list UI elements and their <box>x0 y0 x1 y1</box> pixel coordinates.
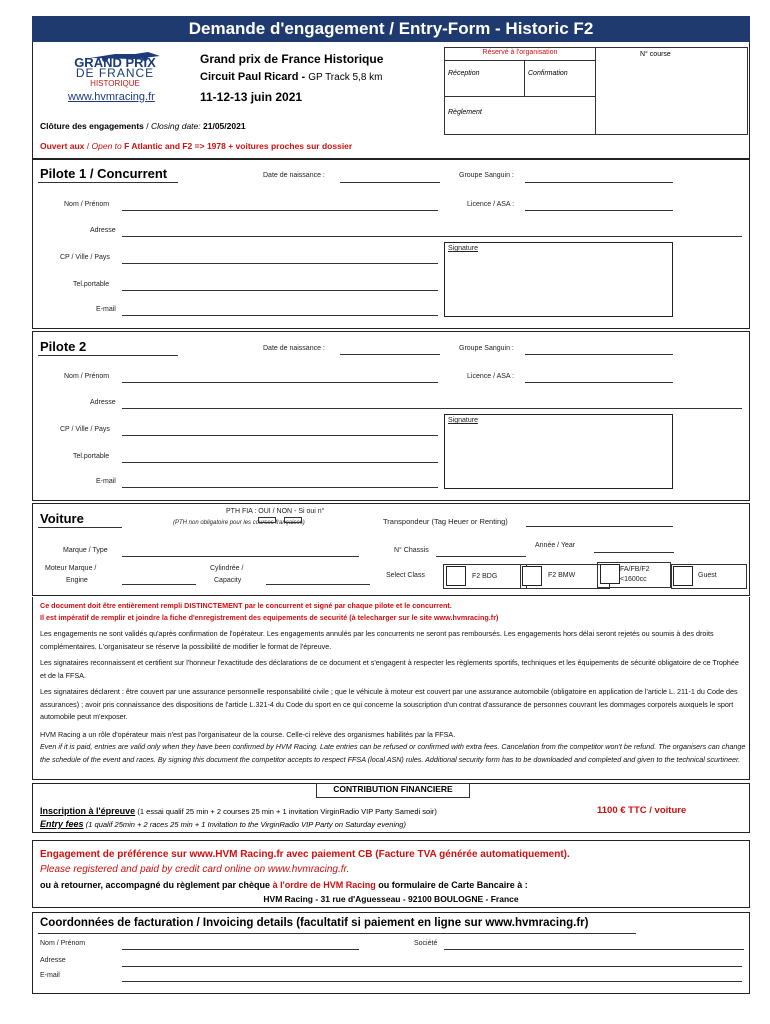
marque-field[interactable] <box>122 556 359 557</box>
pth-note: (PTH non obligatoire pour les courses françaises) <box>173 520 305 526</box>
class-f2bdg-checkbox[interactable] <box>446 566 466 586</box>
pilote1-signature-box[interactable] <box>444 242 673 317</box>
pilote2-name-field[interactable] <box>122 382 438 383</box>
fees-price: 1100 € TTC / voiture <box>597 805 687 816</box>
class-f2bmw-checkbox[interactable] <box>522 566 542 586</box>
legal-paragraph-3: Les signataires déclarent : être couvert par une assurance personnelle responsabilité civile ; que le véhicule à moteur est couvert par une assurance automobile (obligatoire en application de l'article L. 211-1 du Code des assurances) ; avoir pris connaissance des dispositions de l'article L.321-4 du Code du sport en ce qui concerne la souscription d'un contrat d'assurance de personnes couvrant les dommages corporels auxquels le sport automobile peut m'exposer. <box>40 687 738 721</box>
billing-name-field[interactable] <box>122 949 359 950</box>
pilote2-address-label: Adresse <box>90 399 116 406</box>
cylindree-field[interactable] <box>266 584 370 585</box>
pilote2-licence-field[interactable] <box>525 382 673 383</box>
billing-title-underline <box>38 933 636 934</box>
pth-oui-checkbox[interactable] <box>258 517 276 523</box>
class-guest-checkbox[interactable] <box>673 566 693 586</box>
pilote1-email-label: E-mail <box>96 306 116 313</box>
pilote1-address-field[interactable] <box>122 236 742 237</box>
pilote1-birth-label: Date de naissance : <box>263 172 325 179</box>
payment-line-3: ou à retourner, accompagné du règlement par chèque à l'ordre de HVM Racing ou formulaire de Carte Bancaire à : <box>40 880 528 890</box>
pilote2-title: Pilote 2 <box>40 339 87 354</box>
payment-line-1: Engagement de préférence sur www.HVM Racing.fr avec paiement CB (Facture TVA générée automatiquement). <box>40 849 570 860</box>
pilote1-licence-field[interactable] <box>525 210 673 211</box>
class-fa-label: FA/FB/F2 <1600cc <box>620 566 650 583</box>
pilote2-email-field[interactable] <box>122 487 438 488</box>
logo: GRAND PRIX DE FRANCE HISTORIQUE <box>60 46 170 90</box>
pilote1-city-field[interactable] <box>122 263 438 264</box>
org-divider-v <box>595 47 596 135</box>
pilote2-address-field[interactable] <box>122 408 742 409</box>
legal-red-line-2: Il est impératif de remplir et joindre la fiche d'enregistrement des equipements de securité (à telecharger sur le site www.hvmracing.fr) <box>40 613 499 622</box>
class-f2bdg-label: F2 BDG <box>472 573 498 580</box>
pilote1-title: Pilote 1 / Concurrent <box>40 166 168 181</box>
org-divider-h <box>444 60 595 61</box>
year-label: Année / Year <box>535 542 576 549</box>
org-header: Réservé à l'organisation <box>482 49 558 56</box>
moteur-label-2: Engine <box>66 577 88 584</box>
closing-line: Clôture des engagements / Closing date: 21/05/2021 <box>40 121 246 131</box>
voiture-title: Voiture <box>40 511 84 526</box>
fees-inscription: Inscription à l'épreuve (1 essai qualif 25 min + 2 courses 25 min + 1 invitation VirginRadio VIP Party Samedi soir) <box>40 806 437 816</box>
org-divider-v2 <box>524 60 525 96</box>
website-link[interactable]: www.hvmracing.fr <box>68 91 155 103</box>
year-field[interactable] <box>594 552 674 553</box>
event-dates: 11-12-13 juin 2021 <box>200 90 303 104</box>
pilote2-email-label: E-mail <box>96 478 116 485</box>
billing-name-label: Nom / Prénom <box>40 940 86 947</box>
class-f2bmw-label: F2 BMW <box>548 572 576 579</box>
legal-paragraph-4: HVM Racing a un rôle d'opérateur mais n'est pas l'organisateur de la course. Celle-ci relève des organismes habilités par la FFSA. <box>40 730 456 739</box>
voiture-title-underline <box>38 527 122 528</box>
pilote2-signature-label: Signature <box>448 417 478 424</box>
pilote1-tel-field[interactable] <box>122 290 438 291</box>
chassis-field[interactable] <box>436 556 526 557</box>
pilote1-name-label: Nom / Prénom <box>64 201 110 208</box>
transponder-label: Transpondeur (Tag Heuer or Renting) <box>383 517 508 526</box>
pilote2-name-label: Nom / Prénom <box>64 373 110 380</box>
event-circuit: Circuit Paul Ricard - GP Track 5,8 km <box>200 71 383 83</box>
pilote2-tel-field[interactable] <box>122 462 438 463</box>
transponder-field[interactable] <box>526 526 673 527</box>
pilote2-signature-box[interactable] <box>444 414 673 489</box>
chassis-label: N° Chassis <box>394 547 429 554</box>
pilote1-email-field[interactable] <box>122 315 438 316</box>
pilote2-title-underline <box>38 355 178 356</box>
legal-paragraph-1: Les engagements ne sont validés qu'après confirmation de l'opérateur. Les engagements annulés par les concurrents ne seront pas remboursés. Les engagements hors délai seront rejetés ou soumis à des droits complémentaires. L'organisateur se réserve la possibilité de modifier le format de l'épreuve. <box>40 629 714 651</box>
class-fa-checkbox[interactable] <box>600 564 620 584</box>
org-reglement: Règlement <box>448 109 482 116</box>
billing-title: Coordonnées de facturation / Invoicing details (facultatif si paiement en ligne sur www.hvmracing.fr) <box>40 917 589 929</box>
billing-address-field[interactable] <box>122 966 742 967</box>
fees-entry: Entry fees (1 qualif 25min + 2 races 25 min + 1 Invitation to the VirginRadio VIP Party on Saturday evening) <box>40 819 406 829</box>
moteur-label-1: Moteur Marque / <box>45 565 97 572</box>
billing-address-label: Adresse <box>40 957 66 964</box>
cylindree-label-1: Cylindrée / <box>210 565 244 572</box>
marque-label: Marque / Type <box>63 547 108 554</box>
pilote2-blood-field[interactable] <box>525 354 673 355</box>
pilote1-tel-label: Tel.portable <box>73 281 110 288</box>
select-class-label: Select Class <box>386 572 425 579</box>
pilote1-address-label: Adresse <box>90 227 116 234</box>
org-course: N° course <box>640 51 671 58</box>
pilote2-birth-label: Date de naissance : <box>263 345 325 352</box>
billing-email-field[interactable] <box>122 981 742 982</box>
pilote1-title-underline <box>38 182 178 183</box>
legal-red-line-1: Ce document doit être entièrement rempli DISTINCTEMENT par le concurrent et signé par chaque pilote et le concurrent. <box>40 601 452 610</box>
billing-email-label: E-mail <box>40 972 60 979</box>
org-divider-h2 <box>444 96 595 97</box>
event-name: Grand prix de France Historique <box>200 52 384 66</box>
pth-label: PTH FIA : OUI / NON - Si oui n° <box>226 508 325 515</box>
org-reception: Réception <box>448 70 480 77</box>
pilote2-city-field[interactable] <box>122 435 438 436</box>
cylindree-label-2: Capacity <box>214 577 242 584</box>
pilote1-blood-field[interactable] <box>525 182 673 183</box>
pilote2-licence-label: Licence / ASA : <box>467 373 515 380</box>
legal-paragraph-5: Even if it is paid, entries are valid only when they have been confirmed by HVM Racing. Late entries can be refused or confirmed with extra fees. Cancelation from the competitor won't be refund. The organisers can change the schedule of the event and races. By signing this document the competitor accepts to respect FFSA (local ASN) rules. Additional security form has to be downloaded and completed and given to the technical scurtineer. <box>40 742 746 764</box>
billing-company-label: Société <box>414 940 438 947</box>
open-line: Ouvert aux / Open to F Atlantic and F2 => 1978 + voitures proches sur dossier <box>40 141 353 151</box>
billing-company-field[interactable] <box>444 949 744 950</box>
pilote2-birth-field[interactable] <box>340 354 440 355</box>
pilote2-tel-label: Tel.portable <box>73 453 110 460</box>
pth-non-checkbox[interactable] <box>284 517 302 523</box>
moteur-field[interactable] <box>122 584 196 585</box>
pilote1-name-field[interactable] <box>122 210 438 211</box>
fees-header: CONTRIBUTION FINANCIERE <box>333 784 453 794</box>
payment-line-2: Please registered and paid by credit card online on www.hvmracing.fr. <box>40 864 350 875</box>
pilote2-city-label: CP / Ville / Pays <box>60 426 110 433</box>
pilote1-signature-label: Signature <box>448 245 478 252</box>
pilote1-licence-label: Licence / ASA : <box>467 201 515 208</box>
class-guest-label: Guest <box>698 572 717 579</box>
page-title: Demande d'engagement / Entry-Form - Historic F2 <box>188 19 594 38</box>
org-confirmation: Confirmation <box>528 70 568 77</box>
legal-paragraph-2: Les signataires reconnaissent et certifient sur l'honneur l'exactitude des déclarations de ce document et s'engagent à respecter les règlements sportifs, techniques et les équipements de sécurité obligatoire de ce Trophée et de la FFSA. <box>40 658 739 680</box>
payment-address: HVM Racing - 31 rue d'Aguesseau - 92100 BOULOGNE - France <box>263 894 519 904</box>
pilote1-birth-field[interactable] <box>340 182 440 183</box>
pilote1-blood-label: Groupe Sanguin : <box>459 172 514 179</box>
pilote1-city-label: CP / Ville / Pays <box>60 254 110 261</box>
pilote2-blood-label: Groupe Sanguin : <box>459 345 514 352</box>
